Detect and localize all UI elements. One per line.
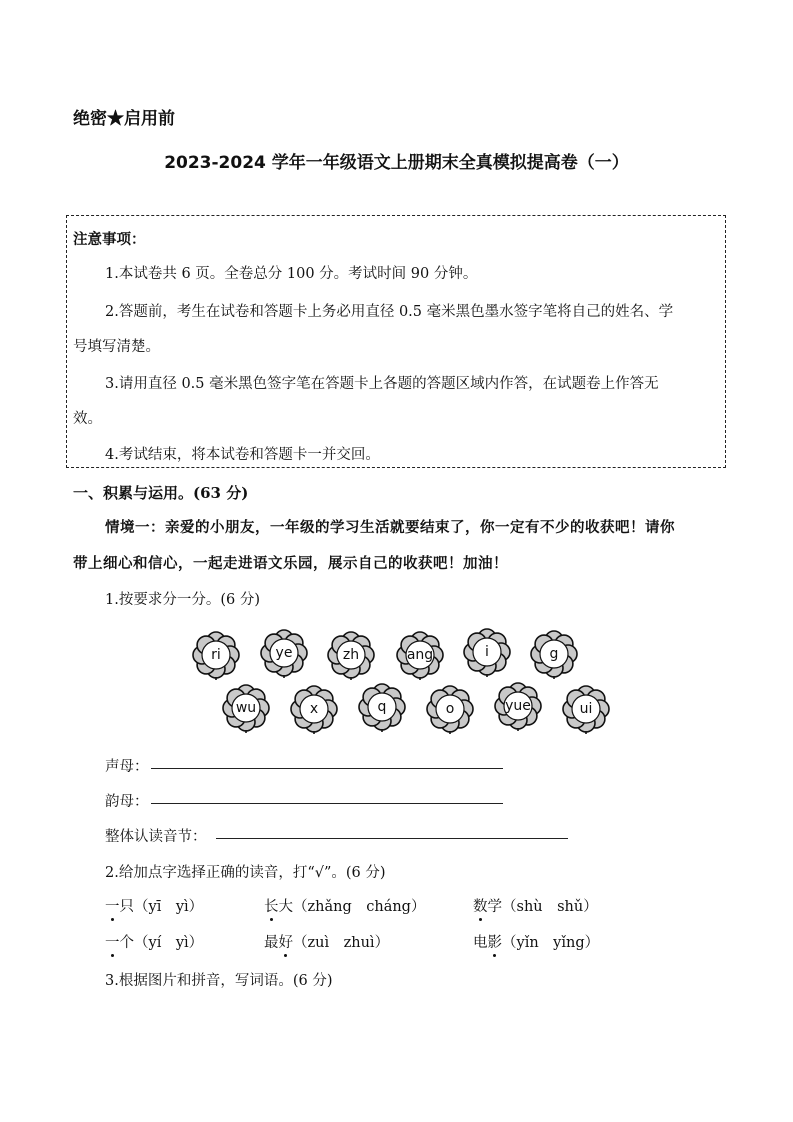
q2-item-5[interactable] [264, 931, 389, 952]
q2-item-4[interactable] [105, 931, 203, 952]
notice-item-4: 4.考试结束，将本试卷和答题卡一并交回。 [105, 447, 380, 463]
shengmu-answer-line[interactable] [151, 768, 503, 769]
pinyin-options: （shù shǔ） [502, 899, 598, 915]
section-1-heading: 一、积累与运用。(63 分) [73, 484, 249, 502]
yunmu-label: 韵母： [105, 794, 149, 810]
flower-card [561, 685, 611, 735]
notice-item-3-line-2: 效。 [73, 411, 102, 427]
question-3-title: 3.根据图片和拼音，写词语。(6 分) [105, 973, 333, 989]
char: 最 [264, 935, 279, 951]
flower-card [493, 682, 543, 732]
question-1-title: 1.按要求分一分。(6 分) [105, 592, 260, 608]
pinyin-label: wu [235, 700, 257, 716]
pinyin-options: （zhǎng cháng） [293, 899, 426, 915]
dotted-char: 数 [473, 895, 488, 916]
flower-card [259, 629, 309, 679]
pinyin-label: g [549, 646, 559, 662]
pinyin-label: x [309, 701, 319, 717]
char: 学 [487, 899, 502, 915]
dotted-char: 一 [105, 895, 120, 916]
pinyin-label: ye [275, 645, 293, 661]
pinyin-label: ang [406, 647, 434, 663]
pinyin-options: （yī yì） [134, 899, 204, 915]
notice-item-2-line-2: 号填写清楚。 [73, 339, 160, 355]
flower-card [529, 630, 579, 680]
pinyin-options: （yǐn yǐng） [502, 935, 600, 951]
char: 个 [119, 935, 134, 951]
page-title: 2023-2024 学年一年级语文上册期末全真模拟提高卷（一） [164, 153, 629, 173]
pinyin-label: i [485, 644, 489, 660]
dotted-char: 好 [279, 931, 294, 952]
q2-item-3[interactable] [473, 895, 598, 916]
q2-item-2[interactable] [264, 895, 425, 916]
flower-card [395, 631, 445, 681]
dotted-char: 一 [105, 931, 120, 952]
zhengti-label: 整体认读音节： [105, 829, 207, 845]
flower-card [191, 631, 241, 681]
notice-heading: 注意事项： [73, 231, 146, 248]
pinyin-label: q [377, 699, 387, 715]
pinyin-options: （yí yì） [134, 935, 204, 951]
dotted-char: 影 [488, 931, 503, 952]
pinyin-label: yue [505, 698, 531, 714]
notice-item-3-line-1: 3.请用直径 0.5 毫米黑色签字笔在答题卡上各题的答题区域内作答，在试题卷上作答无 [105, 376, 659, 392]
notice-item-2-line-1: 2.答题前，考生在试卷和答题卡上务必用直径 0.5 毫米黑色墨水签字笔将自己的姓名、学 [105, 304, 674, 320]
pinyin-options: （zuì zhuì） [293, 935, 390, 951]
pinyin-label: ui [579, 701, 593, 717]
pinyin-label: ri [211, 647, 221, 663]
shengmu-label: 声母： [105, 759, 149, 775]
flower-card [425, 685, 475, 735]
pinyin-label: zh [342, 647, 360, 663]
zhengti-answer-line[interactable] [216, 838, 568, 839]
flower-card [357, 683, 407, 733]
q2-item-6[interactable] [473, 931, 599, 952]
flower-card [289, 685, 339, 735]
section-1-intro-line-2: 带上细心和信心，一起走进语文乐园，展示自己的收获吧！加油！ [73, 555, 508, 572]
question-2-title: 2.给加点字选择正确的读音，打“√”。(6 分) [105, 865, 386, 881]
flower-card [326, 631, 376, 681]
pinyin-label: o [445, 701, 455, 717]
q2-item-1[interactable] [105, 895, 203, 916]
notice-item-1: 1.本试卷共 6 页。全卷总分 100 分。考试时间 90 分钟。 [105, 266, 478, 282]
char: 大 [278, 899, 293, 915]
flower-card [462, 628, 512, 678]
char: 只 [119, 899, 134, 915]
char: 电 [473, 935, 488, 951]
section-1-intro-line-1: 情境一：亲爱的小朋友，一年级的学习生活就要结束了，你一定有不少的收获吧！请你 [105, 519, 675, 536]
confidential-label: 绝密★启用前 [73, 109, 175, 129]
yunmu-answer-line[interactable] [151, 803, 503, 804]
notice-box [66, 215, 726, 468]
flower-card [221, 684, 271, 734]
dotted-char: 长 [264, 895, 279, 916]
